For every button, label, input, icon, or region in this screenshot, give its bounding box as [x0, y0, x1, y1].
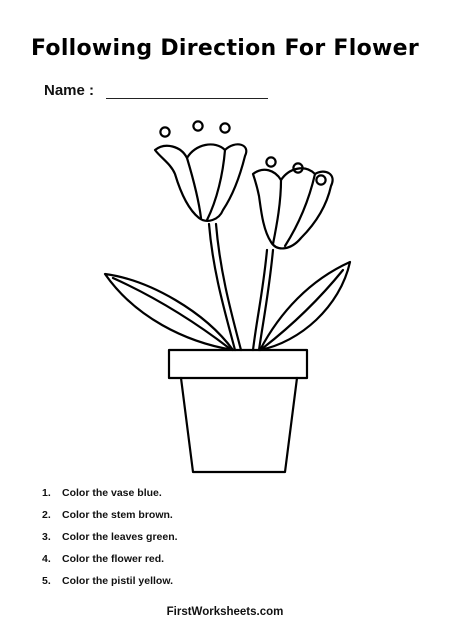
- pot-rim: [169, 350, 307, 378]
- direction-number: 1.: [42, 487, 51, 499]
- flower-pot-illustration: [95, 112, 365, 477]
- direction-text: Color the vase blue.: [62, 487, 162, 499]
- stem-left: [209, 224, 241, 350]
- direction-text: Color the leaves green.: [62, 531, 178, 543]
- worksheet-title: Following Direction For Flower: [30, 36, 420, 61]
- name-label: Name :: [44, 82, 95, 99]
- leaf-right: [260, 262, 350, 350]
- pot-body: [181, 378, 297, 472]
- direction-number: 5.: [42, 575, 51, 587]
- direction-item: [42, 486, 178, 508]
- direction-item: [42, 552, 178, 574]
- pistil-dot: [316, 175, 325, 184]
- pistil-dot: [160, 127, 169, 136]
- directions-list: [42, 486, 178, 596]
- direction-number: 4.: [42, 553, 51, 565]
- leaf-left: [105, 274, 233, 350]
- stem-right: [253, 250, 273, 350]
- direction-item: [42, 530, 178, 552]
- flower-right-petal-line-2: [285, 174, 315, 246]
- footer-site-link[interactable]: FirstWorksheets.com: [166, 606, 284, 618]
- direction-number: 2.: [42, 509, 51, 521]
- direction-item: [42, 508, 178, 530]
- direction-text: Color the flower red.: [62, 553, 165, 565]
- direction-text: Color the pistil yellow.: [62, 575, 174, 587]
- direction-text: Color the stem brown.: [62, 509, 173, 521]
- name-blank-line[interactable]: [106, 98, 268, 99]
- leaf-right-vein: [263, 270, 343, 348]
- direction-item: [42, 574, 178, 596]
- direction-number: 3.: [42, 531, 51, 543]
- pistil-dot: [266, 157, 275, 166]
- flower-right-petal-line: [273, 180, 281, 244]
- flower-right: [253, 168, 333, 248]
- pistil-dot: [193, 121, 202, 130]
- leaf-left-vein: [113, 278, 229, 348]
- flower-left-petal-line: [187, 158, 201, 218]
- pistil-dot: [220, 123, 229, 132]
